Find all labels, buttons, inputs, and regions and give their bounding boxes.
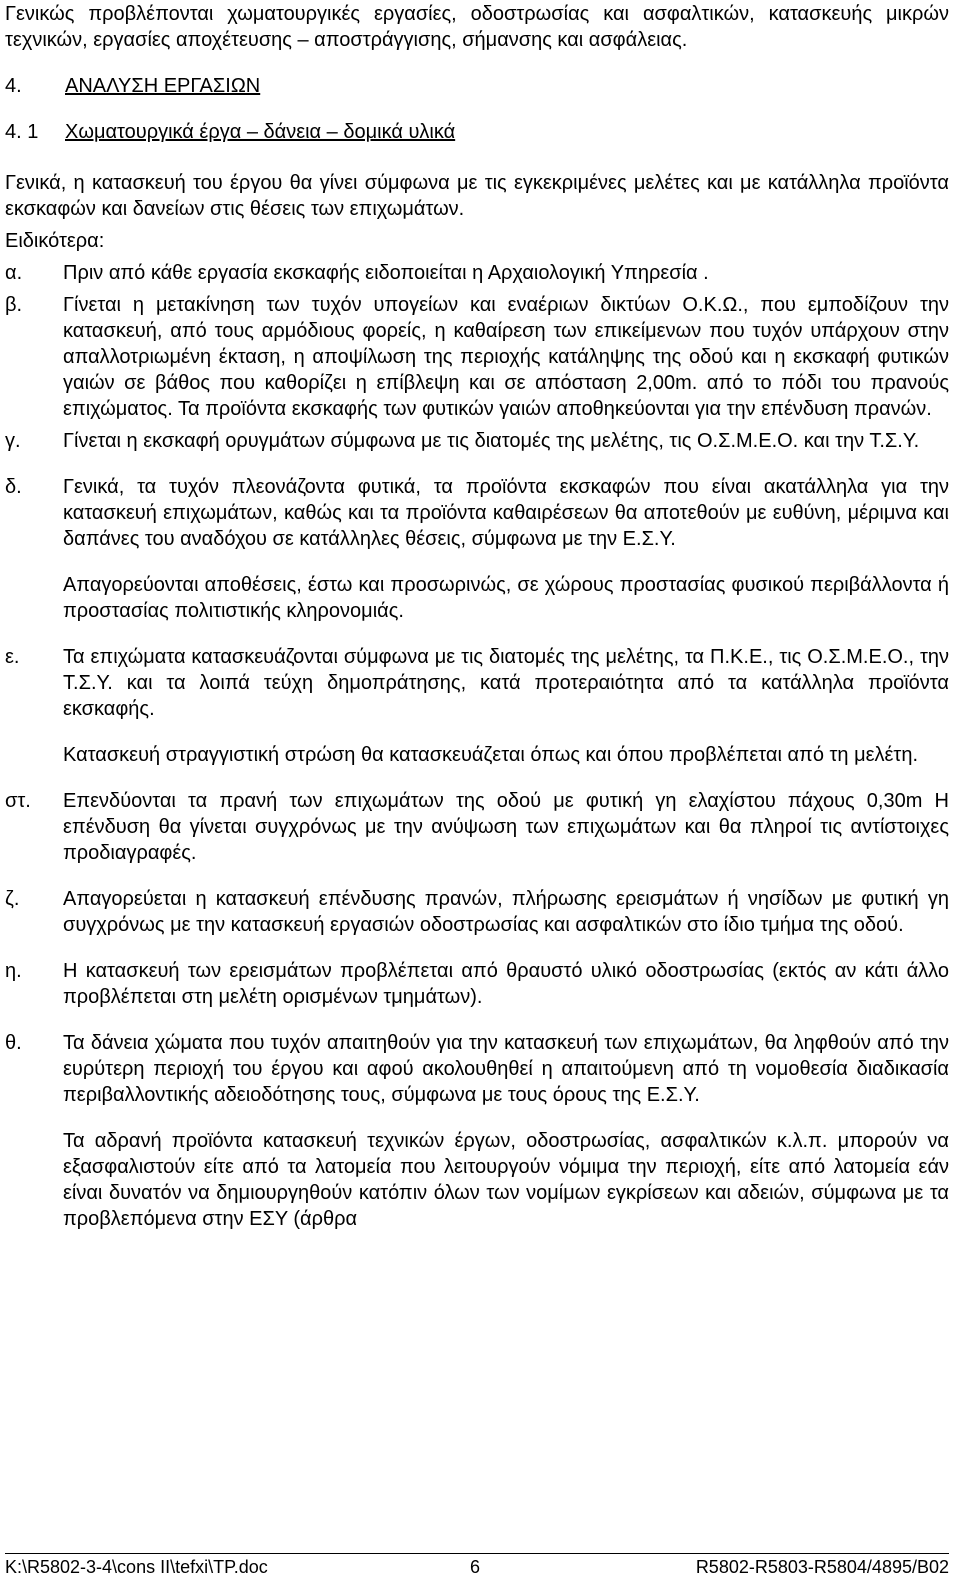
list-item-text: Γίνεται η μετακίνηση των τυχόν υπογείων και εναέριων δικτύων Ο.Κ.Ω., που εμποδίζουν την κατασκευή, από τους αρμόδιους φορείς, η καθαίρεση των επικείμενων που τυχόν υπάρχουν στην απαλλοτριωμένη έκταση, η αποψίλωση της περιοχής κατάληψης της οδού και η εκσκαφή φυτικών γαιών σε βάθος που καθορίζει η επίβλεψη και σε απόσταση 2,00m. από το πόδι του πρανούς επιχώματος. Τα προϊόντα εκσκαφής των φυτικών γαιών αποθηκεύονται για την επένδυση πρανών. bbox=[63, 294, 949, 420]
list-item-th bbox=[5, 1030, 949, 1108]
list-item-label: γ. bbox=[5, 430, 21, 452]
list-item-text: Πριν από κάθε εργασία εκσκαφής ειδοποιείται η Αρχαιολογική Υπηρεσία . bbox=[63, 262, 709, 284]
subsection-number: 4. 1 bbox=[5, 121, 39, 143]
list-item-extra: Απαγορεύονται αποθέσεις, έστω και προσωρινώς, σε χώρους προστασίας φυσικού περιβάλλοντα ή προστασίας πολιτιστικής κληρονομιάς. bbox=[63, 574, 949, 622]
list-item-text: Τα επιχώματα κατασκευάζονται σύμφωνα με τις διατομές της μελέτης, τα Π.Κ.Ε., τις Ο.Σ.Μ.Ε.Ο., την Τ.Σ.Υ. και τα λοιπά τεύχη δημοπράτησης, κατά προτεραιότητα από τα κατάλληλα προϊόντα εκσκαφής. bbox=[63, 646, 949, 720]
list-item-label: ε. bbox=[5, 646, 20, 668]
list-item-text: Επενδύονται τα πρανή των επιχωμάτων της οδού με φυτική γη ελαχίστου πάχους 0,30m Η επένδυση θα γίνεται συγχρόνως με την ανύψωση των επιχωμάτων και θα πληροί τις αντίστοιχες προδιαγραφές. bbox=[63, 790, 949, 864]
list-item-d bbox=[5, 474, 949, 552]
footer-page-number: 6 bbox=[470, 1557, 481, 1577]
list-item-extra: Τα αδρανή προϊόντα κατασκευή τεχνικών έργων, οδοστρωσίας, ασφαλτικών κ.λ.π. μπορούν να εξασφαλιστούν είτε από τα λατομεία που λειτουργούν νόμιμα την περιοχή, είτε από λατομεία εάν είναι δυνατόν να δημιουργηθούν κατόπιν όλων των νομίμων εγκρίσεων και αδειών, σύμφωνα με τα προβλεπόμενα στην ΕΣΥ (άρθρα bbox=[63, 1130, 949, 1230]
list-item-text: Η κατασκευή των ερεισμάτων προβλέπεται από θραυστό υλικό οδοστρωσίας (εκτός αν κάτι άλλο προβλέπεται στη μελέτη ορισμένων τμημάτων). bbox=[63, 960, 949, 1008]
list-item-label: ζ. bbox=[5, 888, 20, 910]
specifically-label: Ειδικότερα: bbox=[5, 230, 105, 252]
section-heading bbox=[5, 73, 949, 99]
list-item-text: Γενικά, τα τυχόν πλεονάζοντα φυτικά, τα προϊόντα εκσκαφών που είναι ακατάλληλα για την κατασκευή επιχωμάτων, καθώς και τα προϊόντα καθαιρέσεων θα αποτεθούν με ευθύνη, μέριμνα και δαπάνες του αναδόχου σε κατάλληλες θέσεις, σύμφωνα με την Ε.Σ.Υ. bbox=[63, 476, 949, 550]
page-footer bbox=[5, 1553, 949, 1580]
list-item-st bbox=[5, 788, 949, 866]
list-item-label: α. bbox=[5, 262, 23, 284]
list-item-a bbox=[5, 260, 949, 286]
list-item-h bbox=[5, 958, 949, 1010]
section-number: 4. bbox=[5, 75, 22, 97]
list-item-text: Απαγορεύεται η κατασκευή επένδυσης πρανών, πλήρωσης ερεισμάτων ή νησίδων με φυτική γη συγχρόνως με την κατασκευή εργασιών οδοστρωσίας και ασφαλτικών στο ίδιο τμήμα της οδού. bbox=[63, 888, 949, 936]
list-item-c bbox=[5, 428, 949, 454]
list-item-label: στ. bbox=[5, 790, 31, 812]
intro-paragraph: Γενικώς προβλέπονται χωματουργικές εργασίες, οδοστρωσίας και ασφαλτικών, κατασκευής μικρών τεχνικών, εργασίες αποχέτευσης – αποστράγγισης, σήμανσης και ασφάλειας. bbox=[5, 3, 949, 51]
list-item-text: Γίνεται η εκσκαφή ορυγμάτων σύμφωνα με τις διατομές της μελέτης, τις Ο.Σ.Μ.Ε.Ο. και την Τ.Σ.Υ. bbox=[63, 430, 920, 452]
section-title: ΑΝΑΛΥΣΗ ΕΡΓΑΣΙΩΝ bbox=[65, 75, 261, 97]
general-paragraph: Γενικά, η κατασκευή του έργου θα γίνει σύμφωνα με τις εγκεκριμένες μελέτες και με κατάλληλα προϊόντα εκσκαφών και δανείων στις θέσεις των επιχωμάτων. bbox=[5, 172, 949, 220]
list-item-label: θ. bbox=[5, 1032, 22, 1054]
document-page bbox=[5, 1, 949, 1232]
footer-document-code: R5802-R5803-R5804/4895/B02 bbox=[695, 1557, 949, 1577]
subsection-title: Χωματουργικά έργα – δάνεια – δομικά υλικά bbox=[65, 121, 456, 143]
list-item-b bbox=[5, 292, 949, 422]
list-item-z bbox=[5, 886, 949, 938]
subsection-heading bbox=[5, 119, 949, 145]
list-item-label: η. bbox=[5, 960, 22, 982]
footer-file-path: K:\R5802-3-4\cons II\tefxi\TP.doc bbox=[5, 1557, 268, 1577]
list-item-label: δ. bbox=[5, 476, 22, 498]
list-item-label: β. bbox=[5, 294, 23, 316]
list-item-text: Τα δάνεια χώματα που τυχόν απαιτηθούν για την κατασκευή των επιχωμάτων, θα ληφθούν από την ευρύτερη περιοχή του έργου και αφού ακολουθηθεί η απαιτούμενη από τη νομοθεσία διαδικασία περιβαλλοντικής αδειοδότησης τους, σύμφωνα με τους όρους της Ε.Σ.Υ. bbox=[63, 1032, 949, 1106]
list-item-extra: Κατασκευή στραγγιστική στρώση θα κατασκευάζεται όπως και όπου προβλέπεται από τη μελέτη. bbox=[63, 744, 919, 766]
list-item-e bbox=[5, 644, 949, 722]
